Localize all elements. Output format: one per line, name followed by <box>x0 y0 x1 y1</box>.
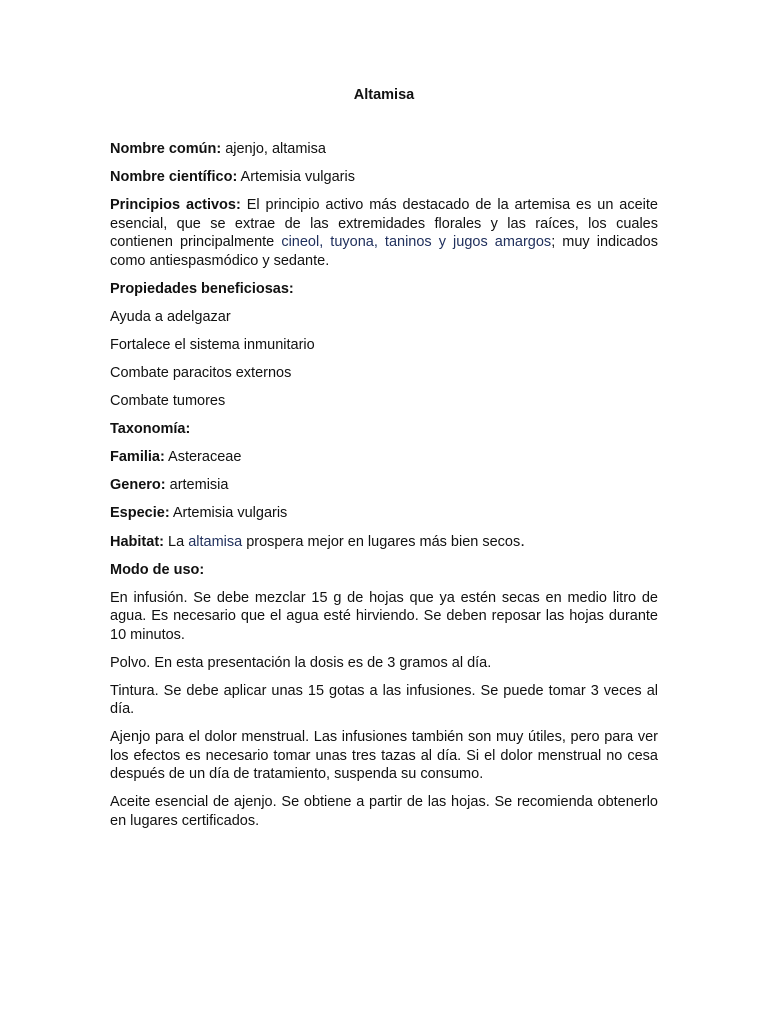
propiedad-item: Ayuda a adelgazar <box>110 308 231 325</box>
especie-line <box>110 504 658 523</box>
propiedad-item: Fortalece el sistema inmunitario <box>110 336 315 353</box>
modo-uso-paragraph: Ajenjo para el dolor menstrual. Las infusiones también son muy útiles, pero para ver los efectos es necesario tomar unas tres tazas al día. Si el dolor menstrual no cesa después de un día de tratamiento, suspenda su consumo. <box>110 729 658 782</box>
especie-value: Artemisia vulgaris <box>172 504 288 521</box>
nombre-cientifico-value: Artemisia vulgaris <box>240 169 355 185</box>
genero-line <box>110 476 658 495</box>
page-title: Altamisa <box>353 87 415 103</box>
propiedad-item: Combate tumores <box>110 392 226 409</box>
principios-text-after: ; muy indicados como antiespasmódico y sedante. <box>110 234 658 269</box>
familia-label: Familia: <box>110 448 165 465</box>
especie-label: Especie: <box>110 504 170 521</box>
propiedades-heading: Propiedades beneficiosas: <box>110 280 294 297</box>
genero-label: Genero: <box>110 476 166 493</box>
habitat-period: . <box>520 530 525 550</box>
principios-activos-label: Principios activos: <box>110 197 241 213</box>
modo-uso-paragraph: Tintura. Se debe aplicar unas 15 gotas a las infusiones. Se puede tomar 3 veces al día. <box>110 682 658 717</box>
document-body <box>110 140 658 840</box>
principios-activos-paragraph <box>110 196 658 270</box>
modo-uso-paragraph: Aceite esencial de ajenjo. Se obtiene a partir de las hojas. Se recomienda obtenerlo en lugares certificados. <box>110 794 658 829</box>
nombre-cientifico-label: Nombre científico: <box>110 169 238 185</box>
familia-value: Asteraceae <box>168 448 242 465</box>
nombre-comun-value: ajenjo, altamisa <box>225 141 326 157</box>
propiedad-item: Combate paracitos externos <box>110 364 292 381</box>
familia-line <box>110 448 658 467</box>
nombre-comun-line <box>110 140 658 159</box>
habitat-highlight: altamisa <box>188 533 243 550</box>
genero-value: artemisia <box>169 476 229 493</box>
habitat-label: Habitat: <box>110 533 164 550</box>
habitat-line <box>110 532 658 552</box>
taxonomia-heading: Taxonomía: <box>110 420 191 437</box>
modo-uso-heading: Modo de uso: <box>110 561 205 578</box>
principios-text-before: El principio activo más destacado de la artemisa es un aceite esencial, que se extrae de las extremidades florales y las raíces, los cuales contienen principalmente <box>110 197 658 250</box>
nombre-cientifico-line <box>110 168 658 187</box>
modo-uso-paragraph: Polvo. En esta presentación la dosis es de 3 gramos al día. <box>110 654 492 671</box>
nombre-comun-label: Nombre común: <box>110 141 222 157</box>
modo-uso-paragraph: En infusión. Se debe mezclar 15 g de hojas que ya estén secas en medio litro de agua. Es necesario que el agua esté hirviendo. Se deben reposar las hojas durante 10 minutos. <box>110 589 658 643</box>
habitat-before: La <box>168 533 185 550</box>
habitat-after: prospera mejor en lugares más bien secos <box>246 533 521 550</box>
principios-highlight: cineol, tuyona, taninos y jugos amargos <box>281 234 552 250</box>
